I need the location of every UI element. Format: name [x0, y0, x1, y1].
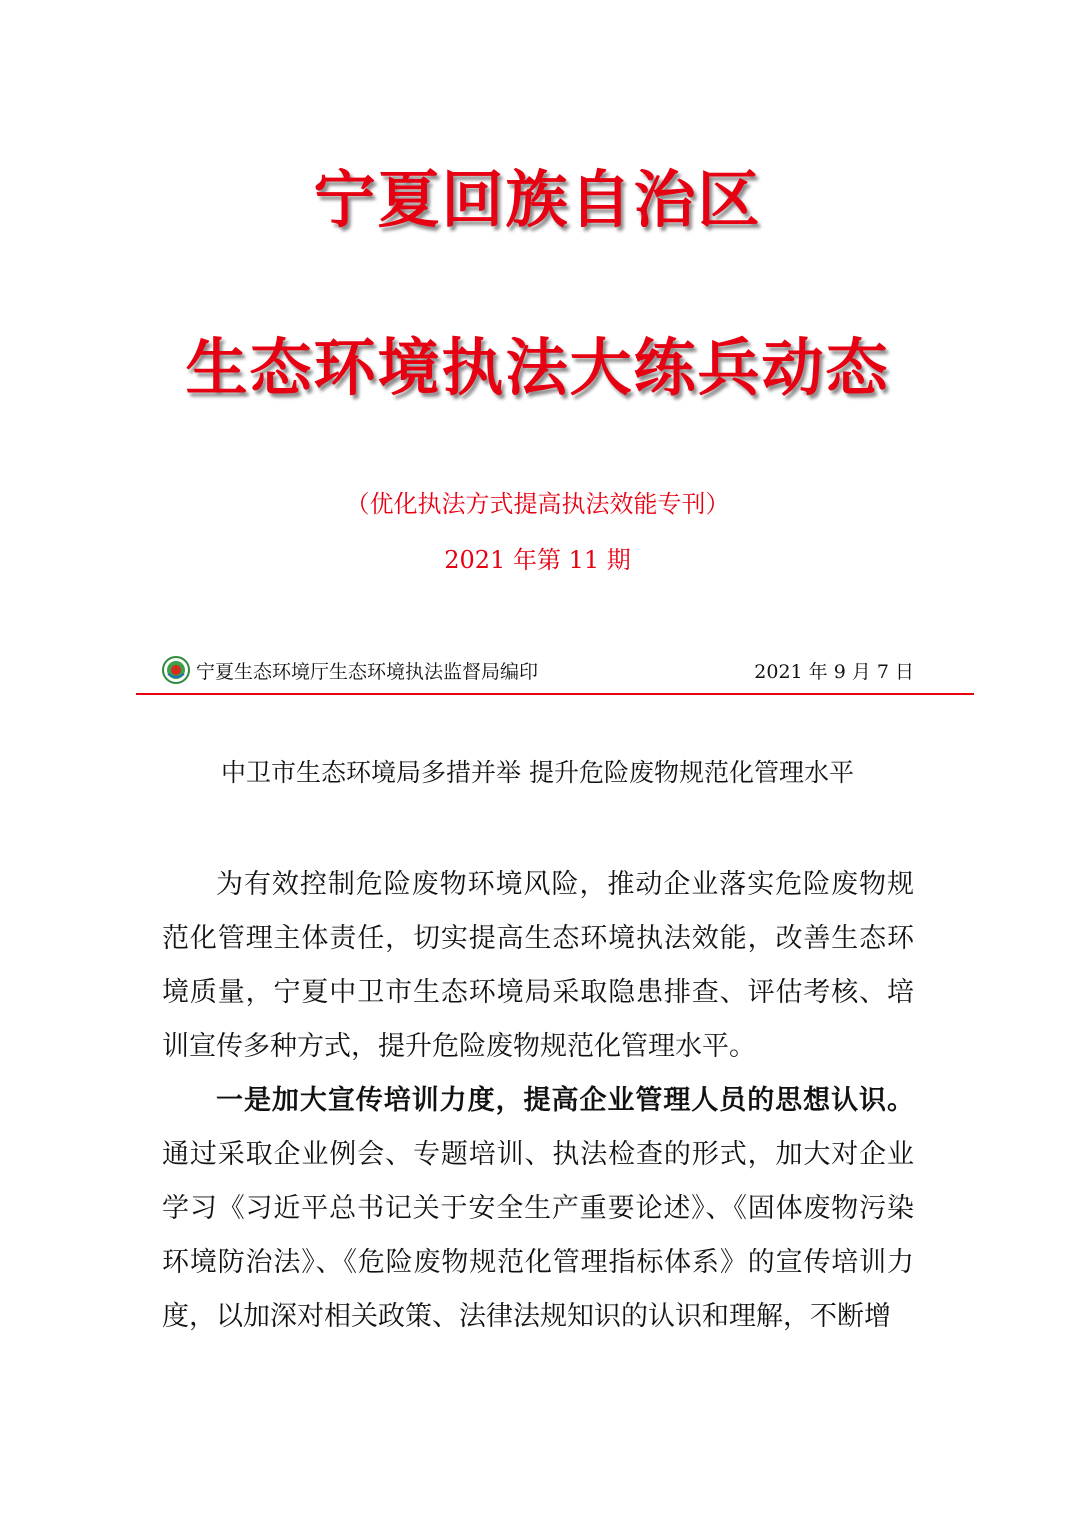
- article-paragraph-1: 为有效控制危险废物环境风险，推动企业落实危险废物规范化管理主体责任，切实提高生态环境执法效能，改善生态环境质量，宁夏中卫市生态环境局采取隐患排查、评估考核、培训宣传多种方式，提升危险废物规范化管理水平。: [162, 869, 914, 1062]
- masthead-title-line2: 生态环境执法大练兵动态: [185, 331, 890, 404]
- special-issue-subtitle: （优化执法方式提高执法效能专刊）: [345, 490, 730, 518]
- publish-date: 2021 年 9 月 7 日: [754, 660, 914, 683]
- issue-number: 2021 年第 11 期: [444, 546, 631, 574]
- paragraph-lead-heading: 一是加大宣传培训力度，提高企业管理人员的思想认识。: [216, 1085, 914, 1116]
- publisher-info: [162, 656, 538, 684]
- environment-bureau-logo-icon: [162, 656, 190, 684]
- article-body: [162, 858, 914, 1344]
- publisher-bar: [162, 650, 914, 690]
- article-paragraph-2: [162, 1074, 914, 1344]
- header-divider: [136, 693, 974, 695]
- article-title: 中卫市生态环境局多措并举 提升危险废物规范化管理水平: [221, 758, 854, 787]
- publisher-name: 宁夏生态环境厅生态环境执法监督局编印: [196, 660, 539, 683]
- masthead-title-line1: 宁夏回族自治区: [313, 163, 762, 236]
- paragraph-2-text: 通过采取企业例会、专题培训、执法检查的形式，加大对企业学习《习近平总书记关于安全生产重要论述》、《固体废物污染环境防治法》、《危险废物规范化管理指标体系》的宣传培训力度，以加深对相关政策、法律法规知识的认识和理解，不断增: [162, 1139, 914, 1332]
